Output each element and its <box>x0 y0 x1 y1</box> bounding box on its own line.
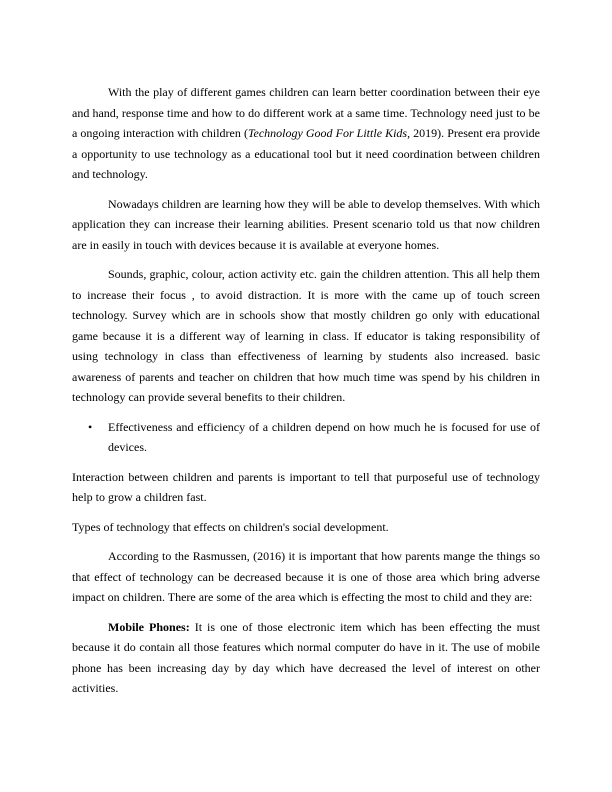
paragraph-games-coordination <box>72 82 540 185</box>
paragraph-types-of-technology: Types of technology that effects on children's social development. <box>72 519 389 534</box>
paragraph-interaction: Interaction between children and parents is important to tell that purposeful use of technology help to grow a children fast. <box>72 469 540 504</box>
bullet-dot-icon: • <box>88 419 93 434</box>
bullet-list <box>72 417 540 458</box>
paragraph-text: It is one of those electronic item which has been effecting the must because it do contain all those features which normal computer do have in it. The use of mobile phone has been increasing day by day which have decreased the level of interest on other activities. <box>72 619 540 695</box>
paragraph-text: With the play of different games children can learn better coordination between their eye and hand, response time and how to do different work at a same time. Technology need just to be a ongoing interaction with children ( <box>72 85 540 140</box>
section-heading-mobile-phones: Mobile Phones: <box>108 619 190 634</box>
paragraph-nowadays: Nowadays children are learning how they will be able to develop themselves. With which application they can increase their learning abilities. Present scenario told us that now children are in easily in touch with devices because it is available at everyone homes. <box>72 196 540 252</box>
paragraph-rasmussen: According to the Rasmussen, (2016) it is important that how parents mange the things so that effect of technology can be decreased because it is one of those area which bring adverse impact on children. There are some of the area which is effecting the most to child and they are: <box>72 549 540 604</box>
citation-title: Technology Good For Little Kids <box>247 126 408 140</box>
document-body <box>72 82 540 699</box>
bullet-text: Effectiveness and efficiency of a children depend on how much he is focused for use of devices. <box>108 419 540 454</box>
bullet-item <box>72 417 540 458</box>
paragraph-mobile-phones <box>72 617 540 699</box>
paragraph-text: , 2019). Present era provide a opportunity to use technology as a educational tool but it need coordination between children and technology. <box>72 126 540 181</box>
paragraph-sounds-graphics: Sounds, graphic, colour, action activity etc. gain the children attention. This all help them to increase their focus , to avoid distraction. It is more with the came up of touch screen technology. Survey which are in schools show that mostly children go only with educational game because it is a different way of learning in class. If educator is taking responsibility of using technology in class than effectiveness of learning by students also increased. basic awareness of parents and teacher on children that how much time was spend by his children in technology can provide several benefits to their children. <box>72 267 540 404</box>
